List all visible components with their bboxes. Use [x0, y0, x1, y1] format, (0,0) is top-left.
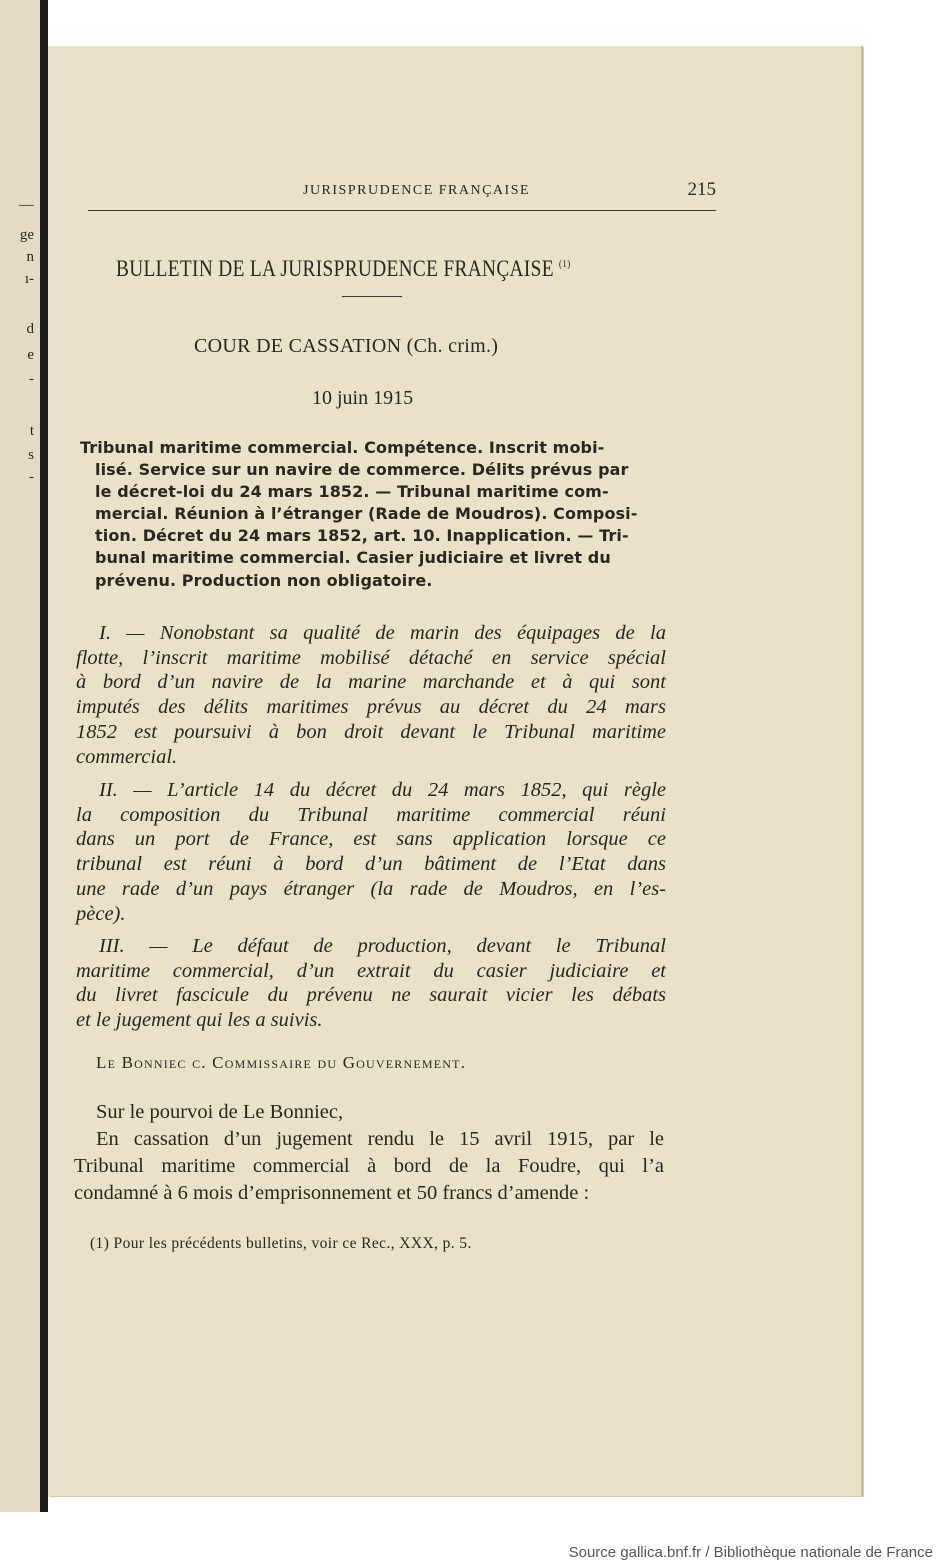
summary-block	[80, 437, 666, 592]
summary-line: tion. Décret du 24 mars 1852, art. 10. Inapplication. — Tri-	[95, 526, 629, 546]
bulletin-title	[116, 256, 571, 282]
left-page-fragment: -	[29, 371, 34, 387]
court-title: COUR DE CASSATION (Ch. crim.)	[194, 335, 499, 357]
decision-date: 10 juin 1915	[312, 387, 414, 409]
headnote-line: et le jugement qui les a suivis.	[76, 1009, 323, 1032]
footnote: (1) Pour les précédents bulletins, voir ce Rec., XXX, p. 5.	[90, 1235, 472, 1252]
body-text	[74, 1099, 664, 1207]
left-page-fragment: ı-	[24, 271, 34, 287]
summary-line: lisé. Service sur un navire de commerce. Délits prévus par	[95, 460, 629, 480]
headnote-line: la composition du Tribunal maritime commercial réuni	[76, 803, 666, 826]
summary-line: mercial. Réunion à l’étranger (Rade de Moudros). Composi-	[95, 504, 638, 524]
bulletin-title-text: BULLETIN DE LA JURISPRUDENCE FRANÇAISE	[116, 256, 554, 281]
body-line: condamné à 6 mois d’emprisonnement et 50 francs d’amende :	[74, 1182, 590, 1204]
left-page-fragment: t	[29, 423, 34, 439]
headnote-line: III. — Le défaut de production, devant le Tribunal	[99, 935, 666, 957]
summary-line: Tribunal maritime commercial. Compétence. Inscrit mobi-	[80, 438, 605, 457]
headnote-line: imputés des délits maritimes prévus au décret du 24 mars	[76, 696, 666, 719]
footnote-marker: (1)	[558, 258, 571, 271]
headnote-2	[76, 778, 666, 926]
headnote-line: I. — Nonobstant sa qualité de marin des équipages de la	[99, 622, 666, 644]
source-credit: Source gallica.bnf.fr / Bibliothèque nationale de France	[568, 1544, 933, 1561]
headnote-line: II. — L’article 14 du décret du 24 mars 1852, qui règle	[99, 779, 666, 801]
body-line: Sur le pourvoi de Le Bonniec,	[96, 1101, 344, 1123]
previous-page-edge	[0, 0, 41, 1512]
headnote-line: dans un port de France, est sans application lorsque ce	[76, 828, 666, 851]
headnote-line: commercial.	[76, 745, 178, 768]
body-line: En cassation d’un jugement rendu le 15 avril 1915, par le	[96, 1128, 664, 1150]
headnote-line: à bord d’un navire de la marine marchande et à qui sont	[76, 671, 666, 694]
headnote-line: 1852 est poursuivi à bon droit devant le Tribunal maritime	[76, 720, 666, 743]
left-page-fragment: ge	[19, 227, 34, 243]
summary-line: prévenu. Production non obligatoire.	[95, 570, 433, 590]
title-rule	[342, 296, 402, 297]
summary-line: bunal maritime commercial. Casier judiciaire et livret du	[95, 548, 611, 568]
left-page-fragment: s	[28, 447, 34, 463]
headnote-line: tribunal est réuni à bord d’un bâtiment de l’Etat dans	[76, 853, 666, 876]
left-page-fragment: -	[29, 469, 34, 485]
left-page-fragment: n	[26, 249, 34, 265]
left-page-fragment: e	[27, 347, 34, 363]
headnote-3	[76, 934, 666, 1033]
header-rule	[88, 210, 716, 211]
headnote-line: pèce).	[76, 902, 126, 925]
headnote-line: maritime commercial, d’un extrait du casier judiciaire et	[76, 959, 666, 982]
headnote-line: une rade d’un pays étranger (la rade de Moudros, en l’es-	[76, 877, 666, 900]
left-page-fragment: —	[19, 197, 34, 213]
headnote-line: du livret fascicule du prévenu ne saurait vicier les débats	[76, 984, 666, 1007]
running-title: JURISPRUDENCE FRANÇAISE	[303, 183, 531, 198]
body-line: Tribunal maritime commercial à bord de la Foudre, qui l’a	[74, 1155, 664, 1177]
page-number: 215	[687, 179, 716, 200]
case-parties: Le Bonniec c. Commissaire du Gouvernement.	[96, 1053, 467, 1072]
book-binding	[40, 0, 48, 1512]
summary-line: le décret-loi du 24 mars 1852. — Tribunal maritime com-	[95, 482, 609, 502]
left-page-fragment: d	[26, 321, 34, 337]
headnote-1	[76, 621, 666, 769]
headnote-line: flotte, l’inscrit maritime mobilisé détaché en service spécial	[76, 646, 666, 669]
